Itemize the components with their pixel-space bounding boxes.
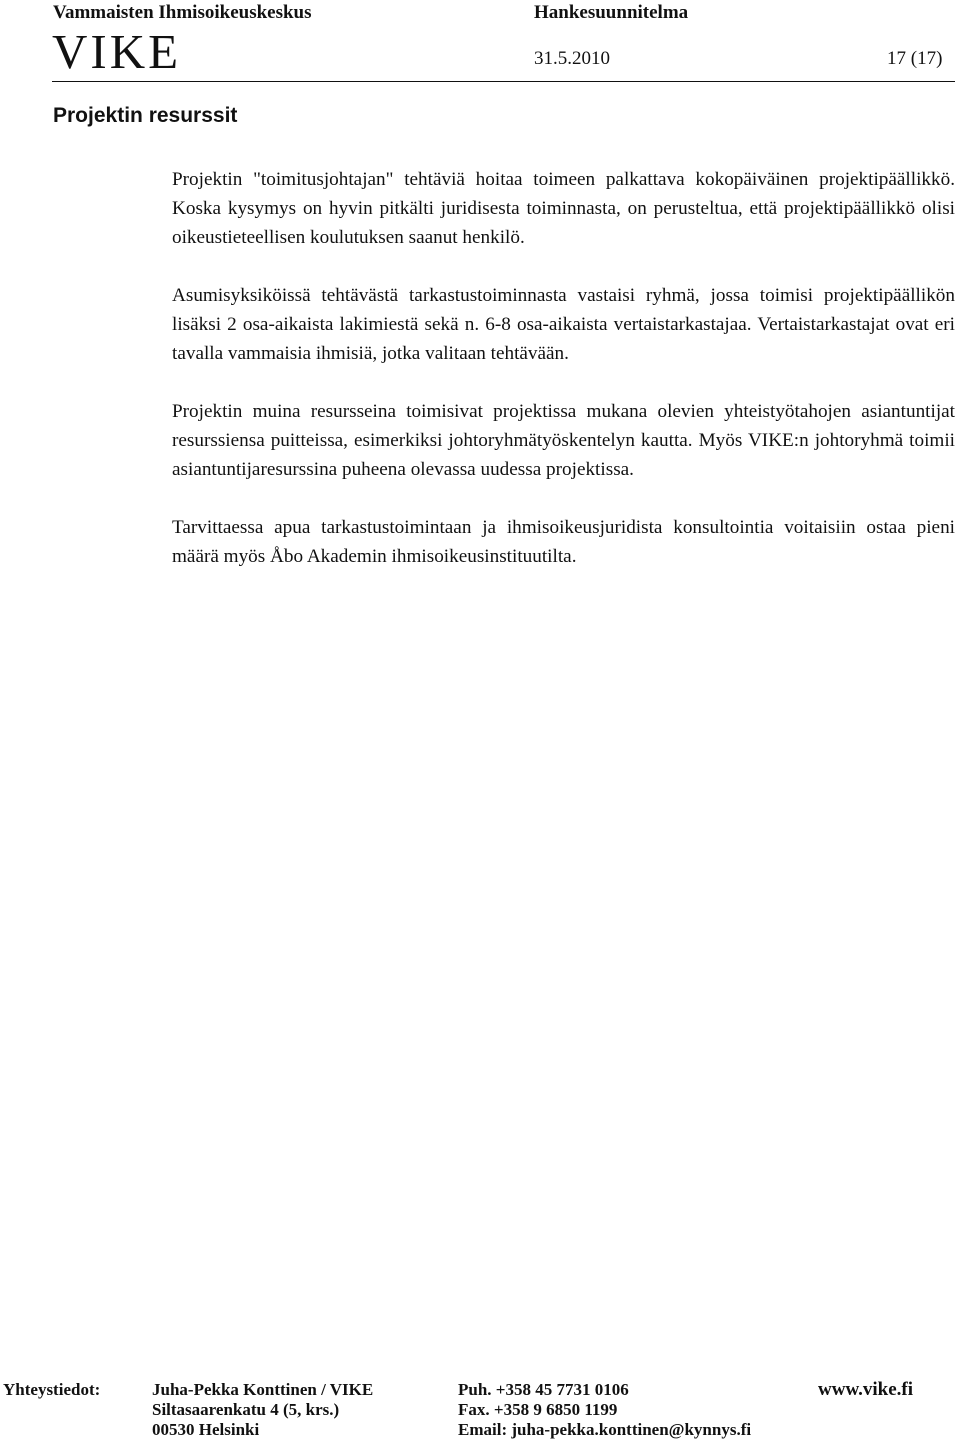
footer-website: www.vike.fi [818,1379,913,1400]
document-date: 31.5.2010 [534,48,610,69]
organization-name: Vammaisten Ihmisoikeuskeskus [53,2,312,23]
footer-fax: Fax. +358 9 6850 1199 [458,1400,618,1419]
paragraph-inspection-group: Asumisyksiköissä tehtävästä tarkastustoiminnasta vastaisi ryhmä, jossa toimisi projektipäällikön lisäksi 2 osa-aikaista lakimiestä sekä n. 6-8 osa-aikaista vertaistarkastajaa. Vertaistarkastajat ovat eri tavalla vammaisia ihmisiä, jotka valitaan tehtävään. [172,285,955,364]
footer-address-line1: Siltasaarenkatu 4 (5, krs.) [152,1400,340,1419]
document-type: Hankesuunnitelma [534,2,689,23]
footer-label: Yhteystiedot: [3,1380,101,1399]
header-divider [52,81,955,82]
section-body [172,165,955,600]
paragraph-project-manager: Projektin "toimitusjohtajan" tehtäviä hoitaa toimeen palkattava kokopäiväinen projektipäällikkö. Koska kysymys on hyvin pitkälti juridisesta toiminnasta, on perusteltua, että projektipäällikkö olisi oikeustieteellisen koulutuksen saanut henkilö. [172,169,955,248]
page-number: 17 (17) [887,48,943,69]
footer-contact-name: Juha-Pekka Konttinen / VIKE [152,1380,374,1399]
footer-address-line2: 00530 Helsinki [152,1420,260,1439]
footer-email: Email: juha-pekka.konttinen@kynnys.fi [458,1420,752,1439]
vike-logo: VIKE [52,24,182,79]
footer-phone: Puh. +358 45 7731 0106 [458,1380,629,1399]
paragraph-other-resources: Projektin muina resursseina toimisivat projektissa mukana olevien yhteistyötahojen asiantuntijat resurssiensa puitteissa, esimerkiksi johtoryhmätyöskentelyn kautta. Myös VIKE:n johtoryhmä toimii asiantuntijaresurssina puheena olevassa uudessa projektissa. [172,401,955,480]
section-title: Projektin resurssit [53,104,238,127]
paragraph-consultation: Tarvittaessa apua tarkastustoimintaan ja ihmisoikeusjuridista konsultointia voitaisiin ostaa pieni määrä myös Åbo Akademin ihmisoikeusinstituutilta. [172,517,955,567]
